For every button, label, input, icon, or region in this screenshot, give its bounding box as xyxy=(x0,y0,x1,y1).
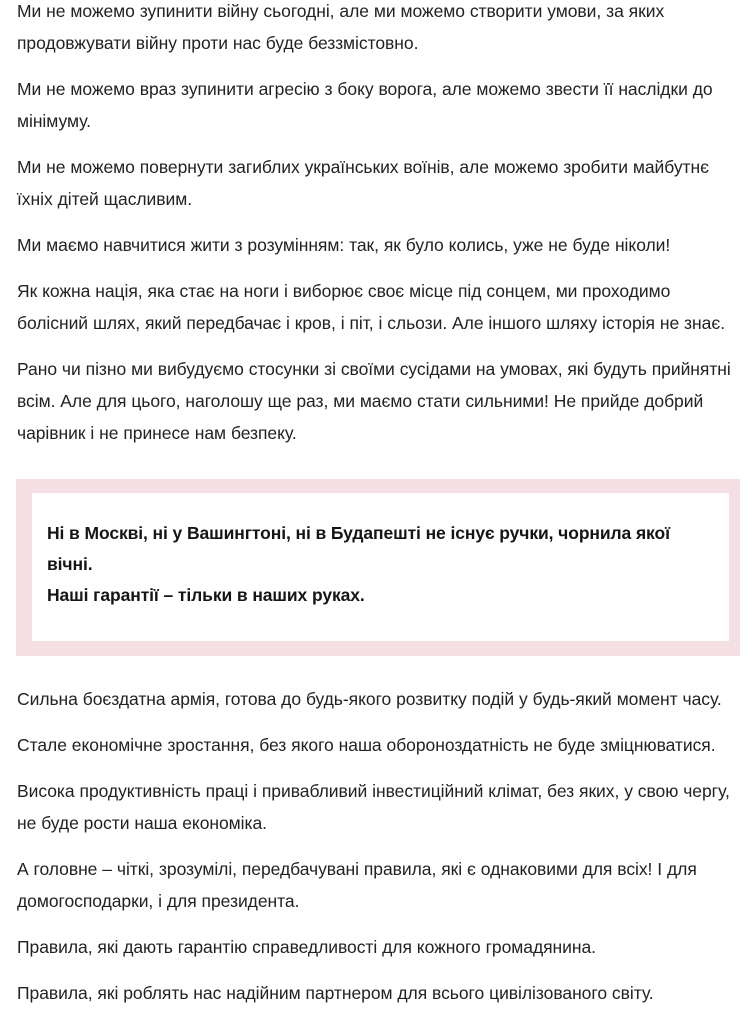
paragraph: Рано чи пізно ми вибудуємо стосунки зі своїми сусідами на умовах, які будуть прийнятні всім. Але для цього, наголошу ще раз, ми маємо стати сильними! Не прийде добрий чарівник і не принесе нам безпеку. xyxy=(17,359,731,443)
paragraph: Висока продуктивність праці і привабливий інвестиційний клімат, без яких, у свою чергу, не буде рости наша економіка. xyxy=(17,781,730,833)
paragraph: Правила, які роблять нас надійним партнером для всього цивілізованого світу. xyxy=(17,983,654,1003)
pullquote xyxy=(0,479,755,656)
paragraph: Стале економічне зростання, без якого наша обороноздатність не буде зміцнюватися. xyxy=(17,735,716,755)
pullquote-text xyxy=(47,518,711,611)
paragraph: Ми не можемо враз зупинити агресію з боку ворога, але можемо звести її наслідки до мінімуму. xyxy=(17,79,713,131)
paragraph: Сильна боєздатна армія, готова до будь-якого розвитку подій у будь-який момент часу. xyxy=(17,689,722,709)
paragraph: Ми маємо навчитися жити з розумінням: так, як було колись, уже не буде ніколи! xyxy=(17,235,671,255)
paragraph: Правила, які дають гарантію справедливості для кожного громадянина. xyxy=(17,937,596,957)
paragraph: Ми не можемо повернути загиблих українських воїнів, але можемо зробити майбутнє їхніх дітей щасливим. xyxy=(17,157,709,209)
pullquote-frame xyxy=(16,479,740,656)
pullquote-line-1: Ні в Москві, ні у Вашингтоні, ні в Будапешті не існує ручки, чорнила якої вічні. xyxy=(47,523,670,574)
paragraph: Як кожна нація, яка стає на ноги і виборює своє місце під сонцем, ми проходимо болісний шлях, який передбачає і кров, і піт, і сльози. Але іншого шляху історія не знає. xyxy=(17,281,726,333)
pullquote-inner xyxy=(32,493,729,641)
paragraph: Ми не можемо зупинити війну сьогодні, але ми можемо створити умови, за яких продовжувати війну проти нас буде беззмістовно. xyxy=(17,1,665,53)
paragraph: А головне – чіткі, зрозумілі, передбачувані правила, які є однаковими для всіх! І для домогосподарки, і для президента. xyxy=(17,859,697,911)
pullquote-line-2: Наші гарантії – тільки в наших руках. xyxy=(47,585,365,605)
